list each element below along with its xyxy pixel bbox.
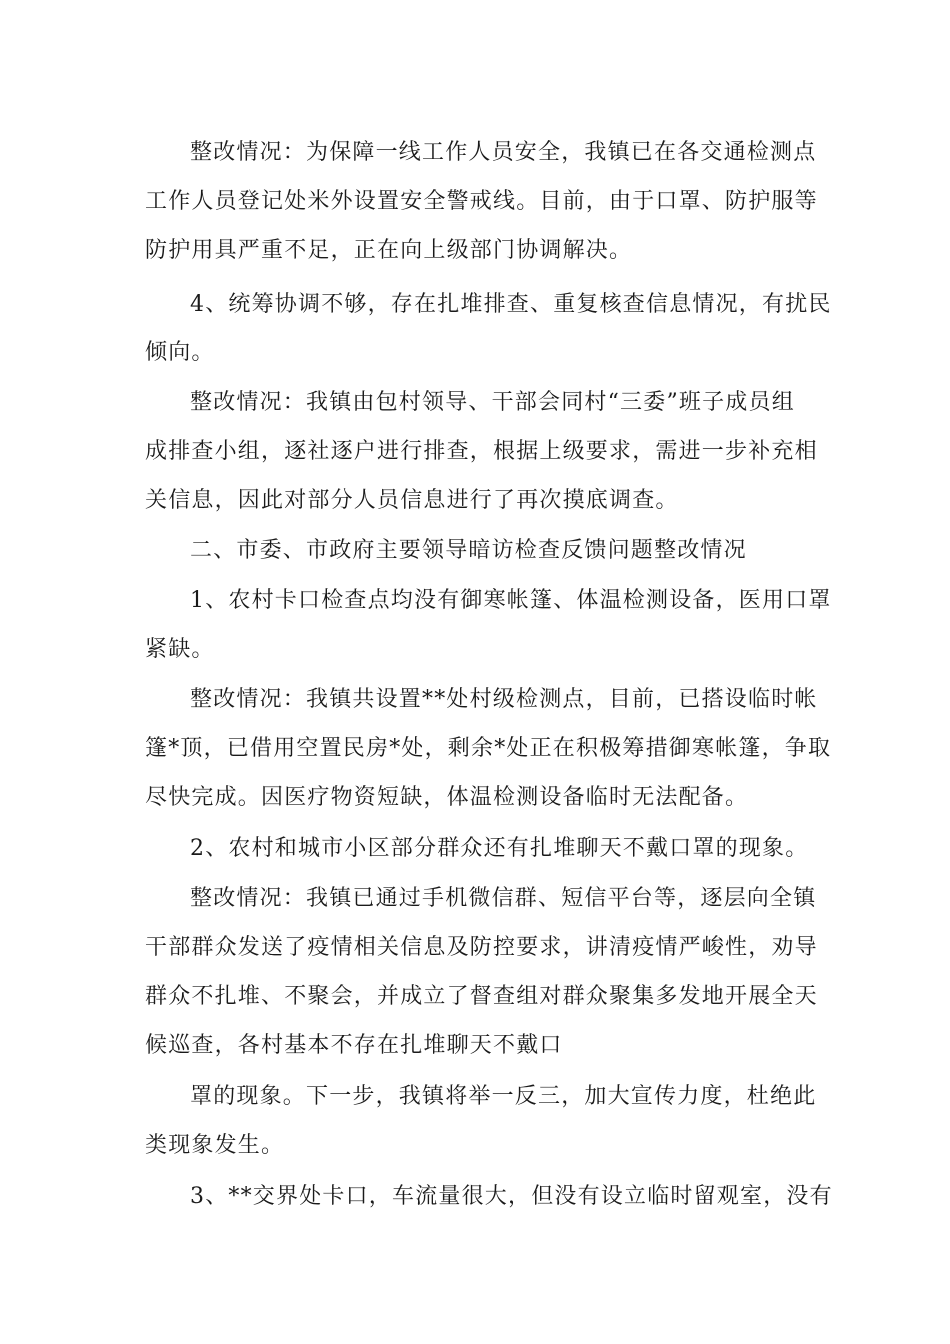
text-line: 3、**交界处卡口，车流量很大，但没有设立临时留观室，没有 <box>190 1184 833 1209</box>
section-heading: 二、市委、市政府主要领导暗访检查反馈问题整改情况 <box>190 538 747 563</box>
text-line: 4、统筹协调不够，存在扎堆排查、重复核查信息情况，有扰民 <box>190 292 832 317</box>
text-line: 防护用具严重不足，正在向上级部门协调解决。 <box>145 238 633 263</box>
text-line: 倾向。 <box>145 340 215 365</box>
text-line: 干部群众发送了疫情相关信息及防控要求，讲清疫情严峻性，劝导 <box>145 935 818 960</box>
text-line: 整改情况：我镇由包村领导、干部会同村“三委”班子成员组 <box>190 390 795 415</box>
text-line: 紧缺。 <box>145 637 215 662</box>
text-line: 候巡查，各村基本不存在扎堆聊天不戴口 <box>145 1033 563 1058</box>
text-line: 罩的现象。下一步，我镇将举一反三，加大宣传力度，杜绝此 <box>190 1084 817 1109</box>
text-line: 关信息，因此对部分人员信息进行了再次摸底调查。 <box>145 488 679 513</box>
text-line: 整改情况：我镇共设置**处村级检测点，目前，已搭设临时帐 <box>190 687 818 712</box>
text-line: 尽快完成。因医疗物资短缺，体温检测设备临时无法配备。 <box>145 785 749 810</box>
text-line: 群众不扎堆、不聚会，并成立了督查组对群众聚集多发地开展全天 <box>145 984 818 1009</box>
text-line: 工作人员登记处米外设置安全警戒线。目前，由于口罩、防护服等 <box>145 189 818 214</box>
text-line: 2、农村和城市小区部分群众还有扎堆聊天不戴口罩的现象。 <box>190 836 809 861</box>
text-line: 整改情况：为保障一线工作人员安全，我镇已在各交通检测点 <box>190 140 817 165</box>
text-line: 成排查小组，逐社逐户进行排查，根据上级要求，需进一步补充相 <box>145 439 818 464</box>
text-line: 篷*顶，已借用空置民房*处，剩余*处正在积极筹措御寒帐篷，争取 <box>145 736 832 761</box>
text-line: 整改情况：我镇已通过手机微信群、短信平台等，逐层向全镇 <box>190 886 817 911</box>
text-line: 类现象发生。 <box>145 1133 285 1158</box>
text-line: 1、农村卡口检查点均没有御寒帐篷、体温检测设备，医用口罩 <box>190 588 832 613</box>
